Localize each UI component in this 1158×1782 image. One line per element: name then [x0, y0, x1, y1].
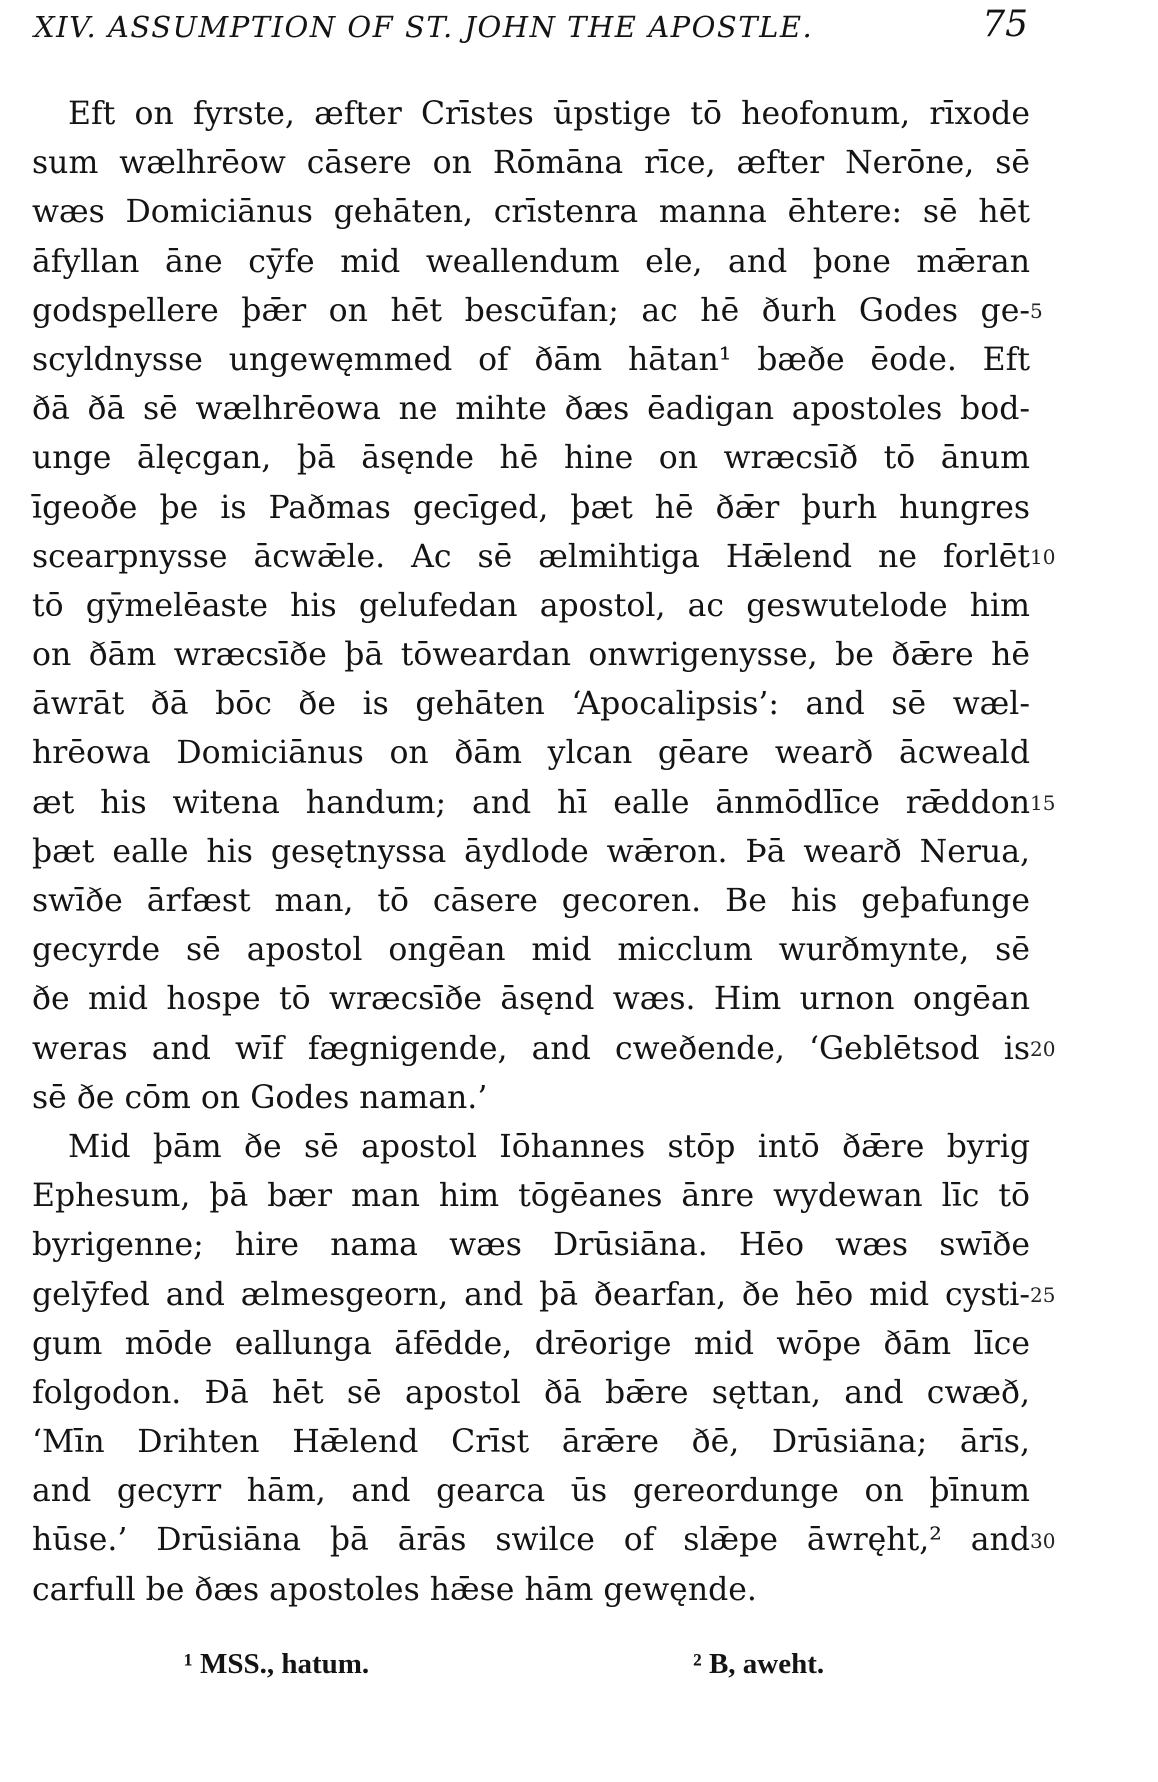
text-line: sē ðe cōm on Godes naman.’ [32, 1079, 488, 1116]
text-line: scearpnysse ācwǣle. Ac sē ælmihtiga Hǣlend ne forlēt [32, 538, 1030, 575]
line-number: 25 [1030, 1282, 1056, 1307]
footnote-1: ¹ MSS., hatum. [184, 1648, 370, 1680]
text-line: weras and wīf fægnigende, and cweðende, ‘Geblētsod is [32, 1030, 1030, 1067]
running-head: XIV. ASSUMPTION OF ST. JOHN THE APOSTLE. [34, 10, 814, 44]
text-line: Eft on fyrste, æfter Crīstes ūpstige tō heofonum, rīxode [68, 96, 1030, 132]
text-line: godspellere þǣr on hēt bescūfan; ac hē ðurh Godes ge- [32, 292, 1030, 329]
text-line: tō gӯmelēaste his gelufedan apostol, ac geswutelode him [32, 587, 1030, 624]
line-number: 15 [1030, 790, 1056, 815]
text-line: scyldnysse ungewęmmed of ðām hātan¹ bæðe ēode. Eft [32, 341, 1030, 378]
text-line: Ephesum, þā bær man him tōgēanes ānre wydewan līc tō [32, 1178, 1030, 1215]
line-number: 20 [1030, 1036, 1056, 1061]
text-line: ðā ðā sē wælhrēowa ne mihte ðæs ēadigan apostoles bod- [32, 391, 1030, 428]
text-line: carfull be ðæs apostoles hǣse hām gewęnde. [32, 1571, 757, 1608]
footnote-2: ² B, aweht. [693, 1648, 825, 1680]
line-number: 30 [1030, 1528, 1056, 1553]
text-line: on ðām wræcsīðe þā tōweardan onwrigenysse, be ðǣre hē [32, 637, 1030, 674]
page-header [34, 4, 1034, 52]
text-line: unge ālęcgan, þā āsęnde hē hine on wræcsīð tō ānum [32, 440, 1030, 477]
text-line: þæt ealle his gesętnyssa āydlode wǣron. Þā wearð Nerua, [32, 833, 1030, 870]
text-line: wæs Domiciānus gehāten, crīstenra manna ēhtere: sē hēt [32, 194, 1030, 231]
footnotes [0, 1648, 1158, 1688]
line-number: 5 [1030, 298, 1043, 323]
text-line: gelӯfed and ælmesgeorn, and þā ðearfan, ðe hēo mid cysti- [32, 1276, 1030, 1313]
text-line: āwrāt ðā bōc ðe is gehāten ‘Apocalipsis’: and sē wæl- [32, 686, 1030, 723]
text-line: swīðe ārfæst man, tō cāsere gecoren. Be his geþafunge [32, 883, 1030, 919]
text-line: hrēowa Domiciānus on ðām ylcan gēare wearð ācweald [32, 735, 1030, 772]
text-line: hūse.’ Drūsiāna þā ārās swilce of slǣpe āwręht,² and [32, 1522, 1030, 1559]
text-line: gum mōde eallunga āfēdde, drēorige mid wōpe ðām līce [32, 1325, 1030, 1362]
text-line: Mid þām ðe sē apostol Iōhannes stōp intō ðǣre byrig [68, 1128, 1030, 1165]
text-line: āfyllan āne cӯfe mid weallendum ele, and þone mǣran [32, 243, 1030, 280]
text-line: ‘Mīn Drihten Hǣlend Crīst ārǣre ðē, Drūsiāna; ārīs, [32, 1424, 1030, 1461]
text-line: gecyrde sē apostol ongēan mid micclum wurðmynte, sē [32, 932, 1030, 969]
text-line: byrigenne; hire nama wæs Drūsiāna. Hēo wæs swīðe [32, 1227, 1030, 1264]
text-line: sum wælhrēow cāsere on Rōmāna rīce, æfter Nerōne, sē [32, 145, 1030, 182]
line-number: 10 [1030, 544, 1056, 569]
text-line: æt his witena handum; and hī ealle ānmōdlīce rǣddon [32, 784, 1030, 821]
text-line: and gecyrr hām, and gearca ūs gereordunge on þīnum [32, 1473, 1030, 1510]
text-line: folgodon. Đā hēt sē apostol ðā bǣre sęttan, and cwæð, [32, 1374, 1030, 1411]
text-line: īgeoðe þe is Paðmas gecīged, þæt hē ðǣr þurh hungres [32, 489, 1030, 526]
text-line: ðe mid hospe tō wræcsīðe āsęnd wæs. Him urnon ongēan [32, 981, 1030, 1018]
page-number: 75 [982, 4, 1028, 45]
body-text [32, 90, 1030, 1615]
